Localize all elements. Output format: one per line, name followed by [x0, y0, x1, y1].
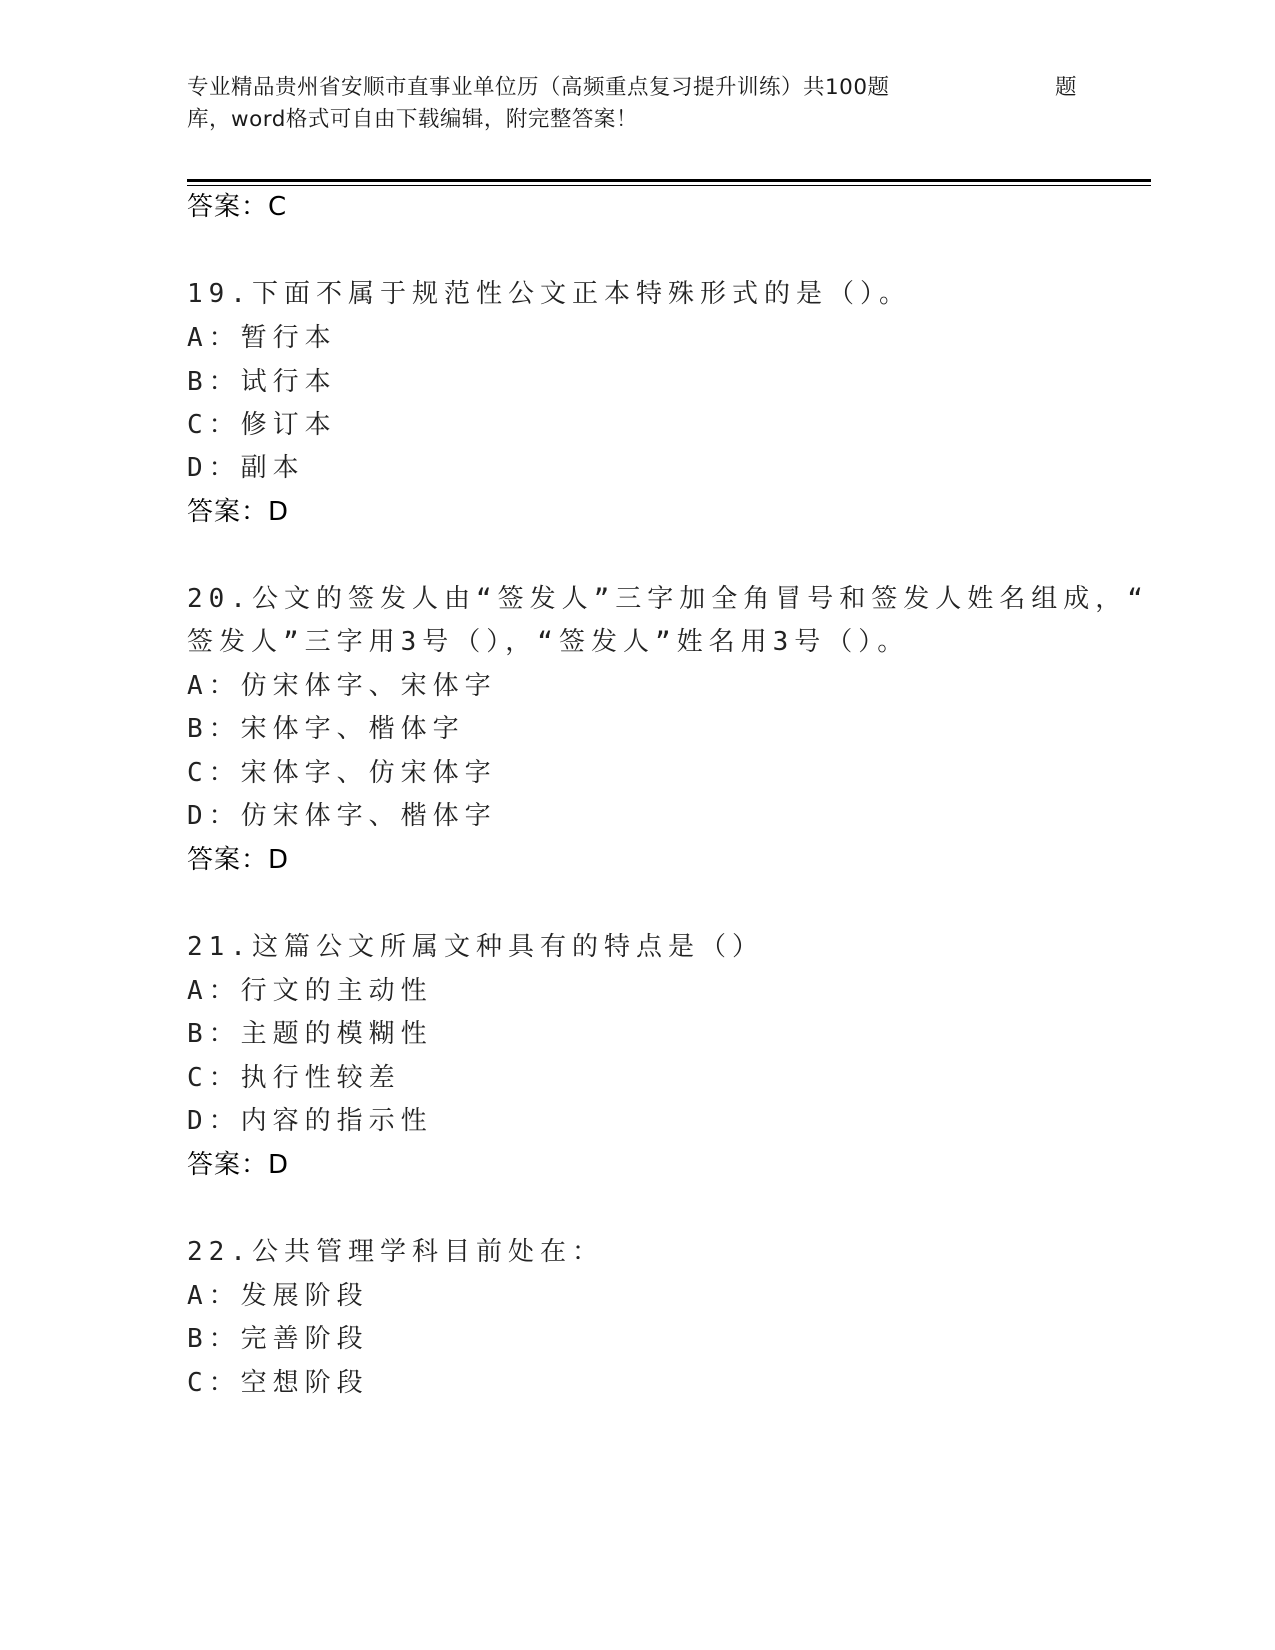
q21-option-d: D：内容的指示性	[187, 1106, 433, 1136]
q20-answer: 答案：D	[187, 845, 290, 875]
question-19: 19.下面不属于规范性公文正本特殊形式的是（）。	[187, 279, 911, 309]
q21-option-b: B：主题的模糊性	[187, 1019, 433, 1049]
q19-option-c: C：修订本	[187, 410, 337, 440]
q21-answer: 答案：D	[187, 1150, 290, 1180]
q20-option-b: B：宋体字、楷体字	[187, 714, 465, 744]
q19-option-d: D：副本	[187, 453, 305, 483]
question-20-line-1: 20.公文的签发人由“签发人”三字加全角冒号和签发人姓名组成，“	[187, 584, 1149, 614]
q22-option-b: B：完善阶段	[187, 1324, 369, 1354]
q20-option-a: A：仿宋体字、宋体字	[187, 671, 497, 701]
header-divider-thin	[187, 185, 1151, 186]
q21-option-c: C：执行性较差	[187, 1063, 401, 1093]
page-header	[187, 72, 1078, 136]
q22-option-c: C：空想阶段	[187, 1368, 369, 1398]
q20-option-c: C：宋体字、仿宋体字	[187, 758, 497, 788]
q19-option-b: B：试行本	[187, 367, 337, 397]
question-20-line-2: 签发人”三字用3号（），“签发人”姓名用3号（）。	[187, 627, 910, 657]
q22-option-a: A：发展阶段	[187, 1281, 369, 1311]
prev-answer: 答案：C	[187, 192, 288, 222]
q20-option-d: D：仿宋体字、楷体字	[187, 801, 497, 831]
q19-option-a: A：暂行本	[187, 323, 337, 353]
question-22: 22.公共管理学科目前处在：	[187, 1237, 604, 1267]
header-line-2: 库，word格式可自由下载编辑，附完整答案！	[187, 107, 638, 132]
q21-option-a: A：行文的主动性	[187, 976, 433, 1006]
q19-answer: 答案：D	[187, 497, 290, 527]
header-line-1	[187, 72, 1078, 104]
header-title: 专业精品贵州省安顺市直事业单位历（高频重点复习提升训练）共100题	[187, 75, 890, 100]
header-divider	[187, 179, 1151, 182]
question-21: 21.这篇公文所属文种具有的特点是（）	[187, 932, 764, 962]
header-title-tail: 题	[1055, 75, 1078, 100]
